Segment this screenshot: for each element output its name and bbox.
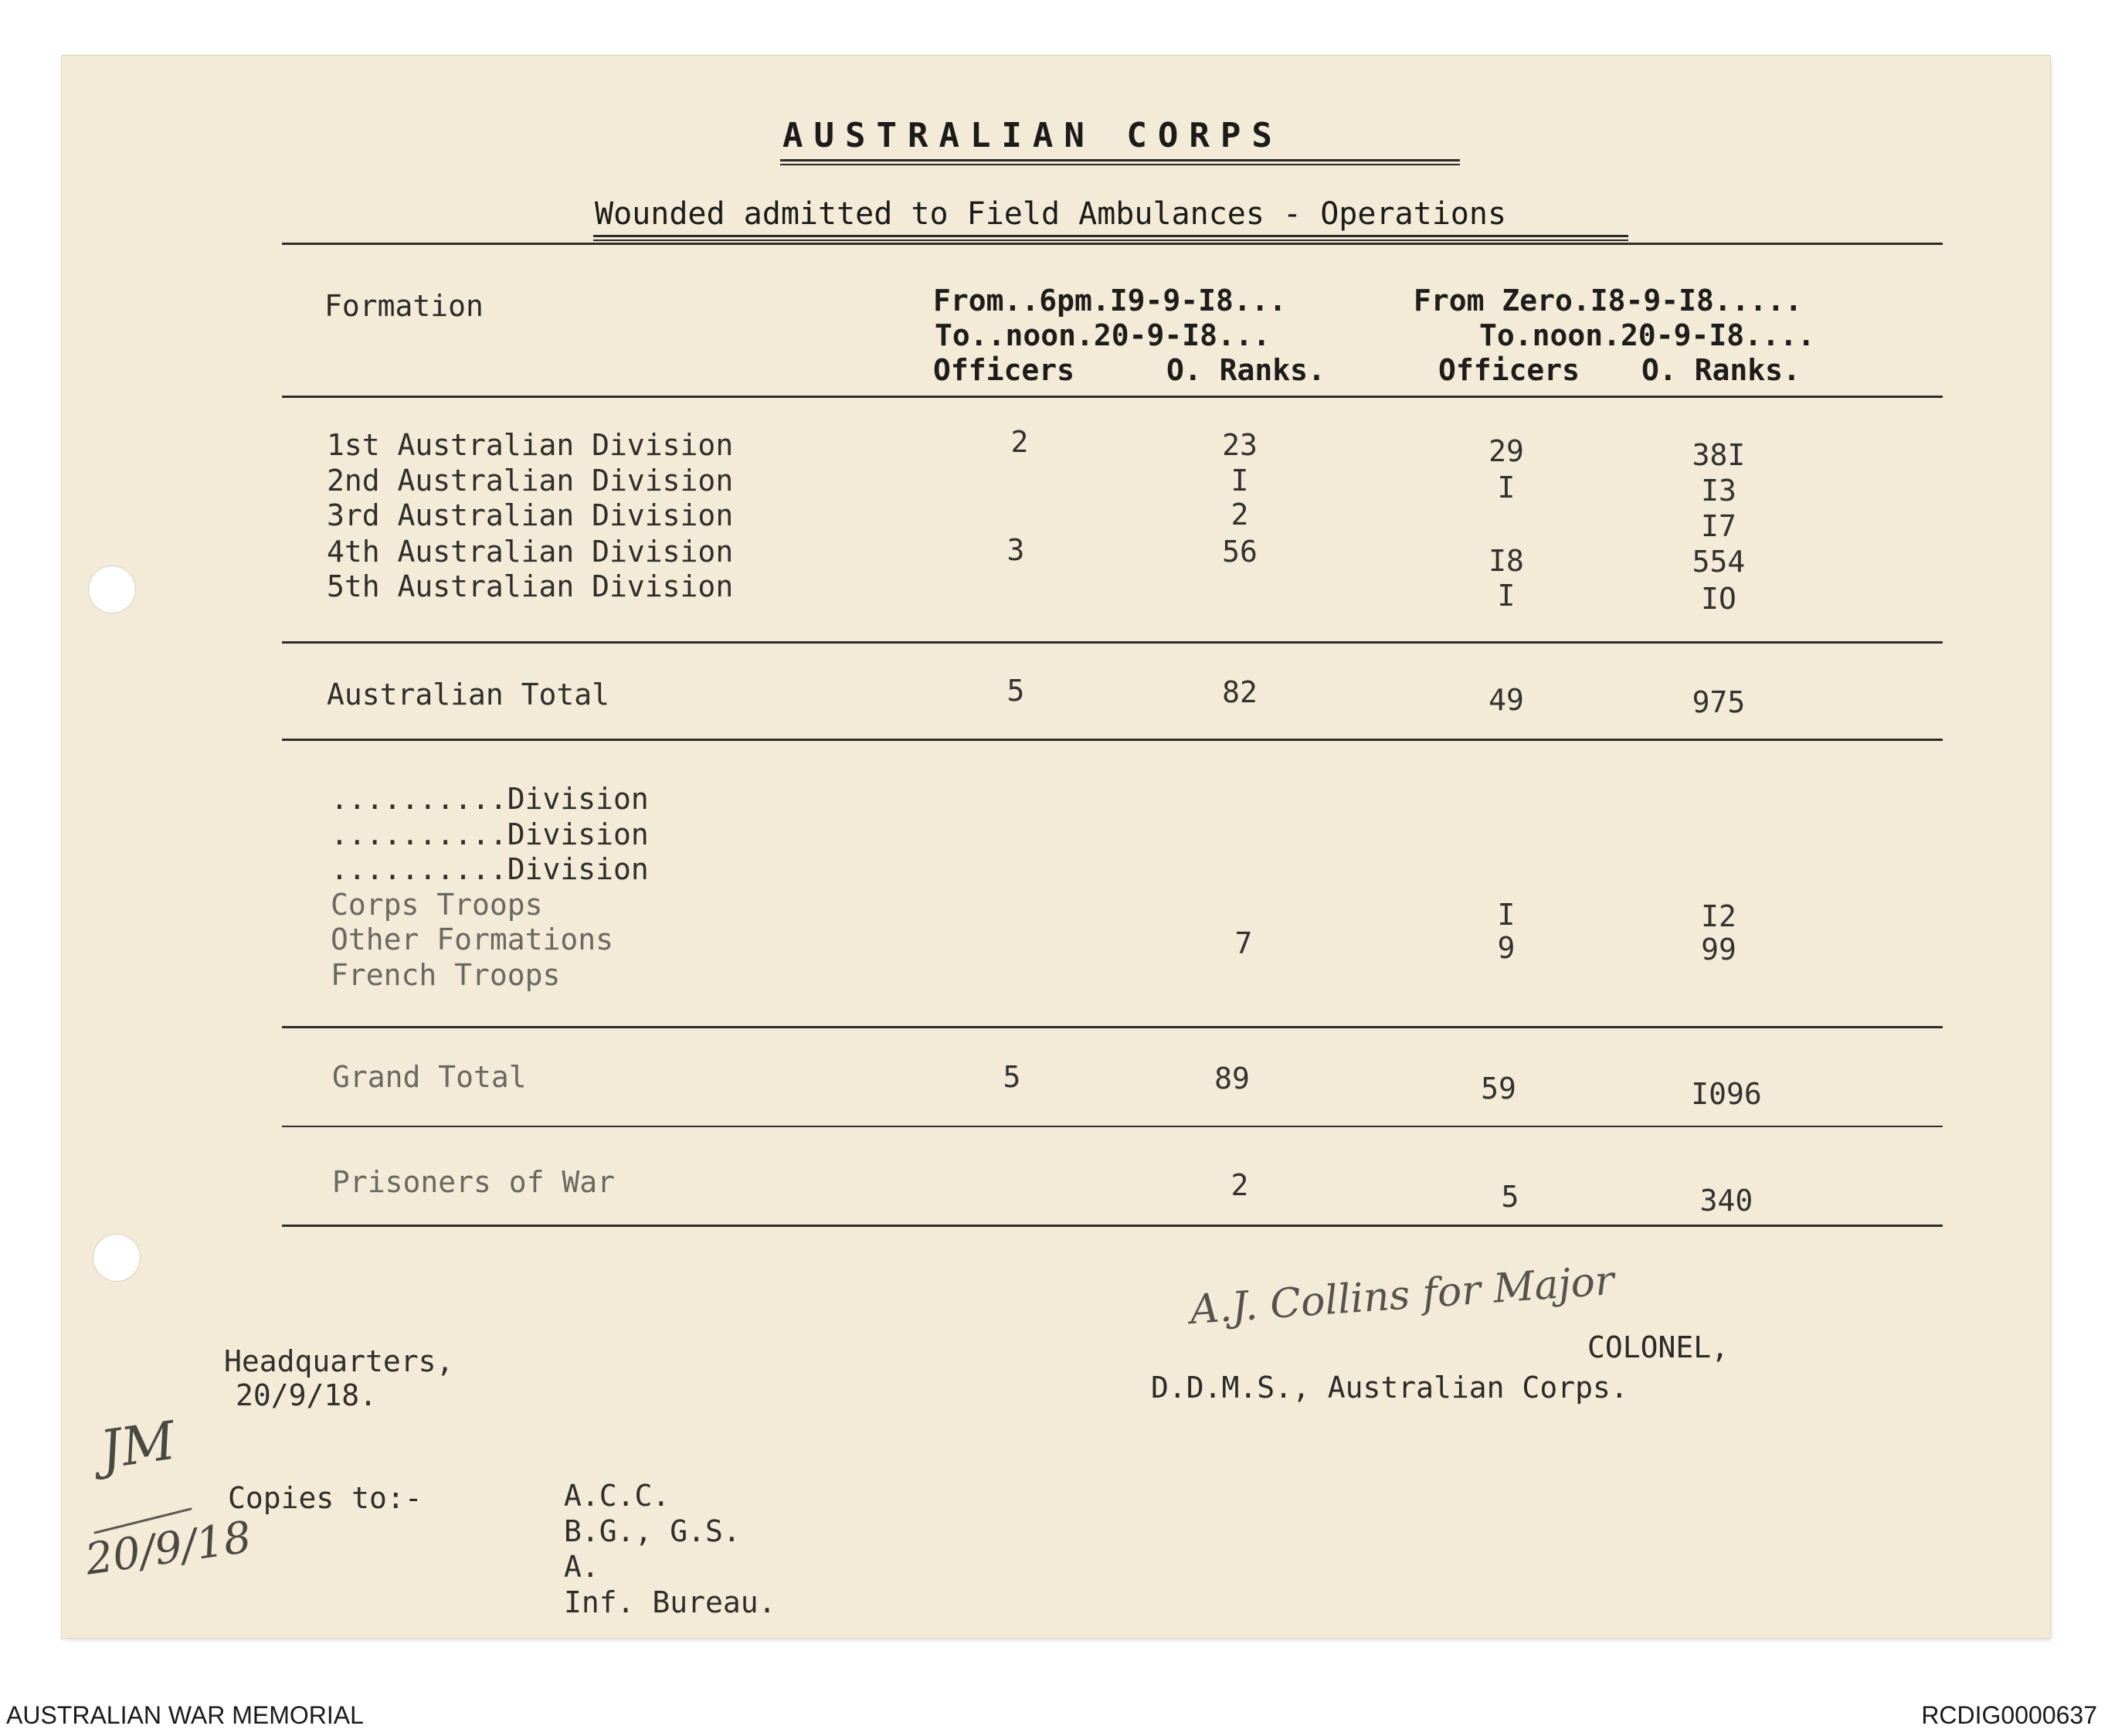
other-formations-p2-ranks: 99 [1701,933,1736,967]
period1-from: From..6pm.I9-9-I8... [933,284,1287,318]
division-1-p2-ranks: 38I [1692,438,1746,472]
grand-total-p2-ranks: I096 [1691,1077,1762,1111]
australian-total-p2-ranks: 975 [1692,685,1746,719]
division-3-label: 3rd Australian Division [327,498,734,532]
title-underline [780,159,1460,161]
formation-header: Formation [324,289,484,323]
division-5-label: 5th Australian Division [327,569,734,603]
period1-to: To..noon.20-9-I8... [935,318,1271,352]
division-4-p1-officers: 3 [1006,533,1025,567]
copies-label: Copies to:- [228,1481,423,1515]
document-sheet [62,56,2050,1638]
grand-total-p1-ranks: 89 [1214,1062,1250,1096]
other-division-1-label: ..........Division [331,782,649,816]
other-formations-p2-officers: 9 [1497,931,1516,965]
division-2-p2-officers: I [1497,471,1516,504]
australian-total-label: Australian Total [327,678,610,712]
other-division-3-label: ..........Division [331,852,649,886]
australian-total-bottom-rule [282,739,1943,741]
period1-ranks-header: O. Ranks. [1166,353,1326,387]
australian-total-p1-ranks: 82 [1222,675,1258,709]
document-subtitle: Wounded admitted to Field Ambulances - Operations [595,196,1507,232]
division-5-p2-officers: I [1497,579,1516,613]
headquarters-date: 20/9/18. [236,1378,378,1412]
prisoners-p2-officers: 5 [1501,1180,1519,1214]
grand-total-p1-officers: 5 [1003,1060,1021,1094]
other-formations-label: Other Formations [331,922,614,956]
division-1-label: 1st Australian Division [327,428,734,462]
headquarters-label: Headquarters, [224,1344,454,1378]
other-rows-bottom-rule [282,1026,1943,1028]
period2-ranks-header: O. Ranks. [1641,353,1801,387]
document-title: AUSTRALIAN CORPS [782,116,1283,155]
handwritten-initials: JM [96,1410,179,1482]
division-4-p2-officers: I8 [1488,544,1524,578]
corps-troops-p2-officers: I [1497,898,1516,932]
archive-credit: AUSTRALIAN WAR MEMORIAL [6,1701,364,1729]
division-1-p1-officers: 2 [1010,425,1029,459]
copy-recipient-4: Inf. Bureau. [564,1585,776,1619]
signature-office: D.D.M.S., Australian Corps. [1151,1371,1628,1405]
division-1-p1-ranks: 23 [1222,428,1258,462]
archive-reference: RCDIG0000637 [1921,1701,2097,1729]
division-4-p1-ranks: 56 [1222,535,1258,569]
division-4-label: 4th Australian Division [327,535,734,569]
division-2-p2-ranks: I3 [1701,474,1736,508]
other-division-2-label: ..........Division [331,817,649,851]
division-3-p2-ranks: I7 [1701,509,1736,543]
corps-troops-p2-ranks: I2 [1701,899,1736,933]
header-bottom-rule [282,396,1943,398]
corps-troops-label: Corps Troops [331,888,543,922]
division-5-p2-ranks: IO [1701,582,1736,616]
division-2-label: 2nd Australian Division [327,464,734,498]
period2-officers-header: Officers [1438,353,1580,387]
australian-total-p2-officers: 49 [1488,683,1524,717]
division-1-p2-officers: 29 [1488,434,1524,468]
signature-rank: COLONEL, [1587,1330,1730,1364]
title-underline-second [780,164,1460,165]
grand-total-p2-officers: 59 [1481,1072,1516,1106]
handwritten-initials-date: 20/9/18 [82,1512,255,1585]
period2-from: From Zero.I8-9-I8..... [1414,284,1803,318]
australian-total-p1-officers: 5 [1006,674,1025,708]
punch-hole-lower [93,1234,141,1282]
prisoners-label: Prisoners of War [332,1165,616,1199]
division-4-p2-ranks: 554 [1692,545,1746,579]
table-top-rule [282,243,1943,245]
grand-total-bottom-rule [282,1126,1943,1127]
period1-officers-header: Officers [933,353,1075,387]
prisoners-p2-ranks: 340 [1699,1184,1753,1218]
subtitle-underline [593,235,1628,237]
divisions-bottom-rule [282,641,1943,644]
prisoners-p1-ranks: 2 [1231,1168,1249,1202]
copy-recipient-3: A. [564,1550,599,1584]
punch-hole-upper [88,566,136,613]
other-formations-p1-ranks: 7 [1234,926,1253,960]
period2-to: To.noon.20-9-I8.... [1479,318,1815,352]
division-2-p1-ranks: I [1231,464,1249,498]
french-troops-label: French Troops [331,958,561,992]
table-bottom-rule [282,1225,1943,1227]
subtitle-underline-second [593,240,1628,241]
copy-recipient-2: B.G., G.S. [564,1514,741,1548]
copy-recipient-1: A.C.C. [564,1479,670,1513]
division-3-p1-ranks: 2 [1231,498,1249,532]
handwritten-signature: A.J. Collins for Major [1188,1257,1616,1334]
grand-total-label: Grand Total [332,1060,527,1094]
